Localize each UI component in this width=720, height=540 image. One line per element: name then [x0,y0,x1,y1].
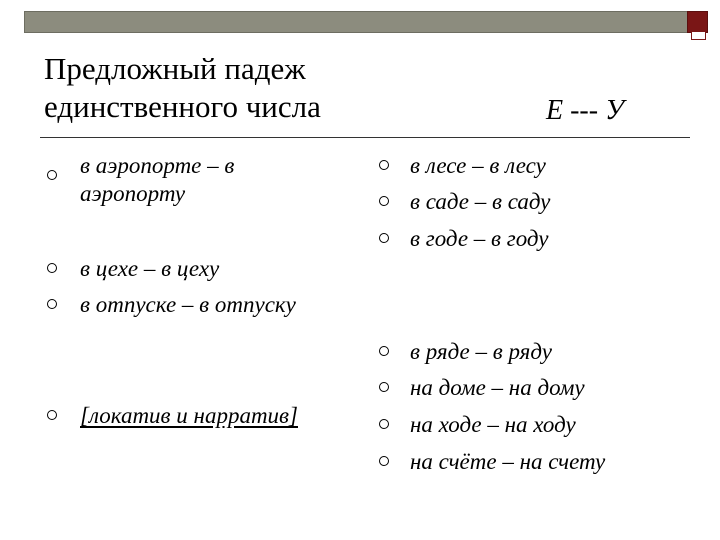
bullet-icon [379,160,389,170]
bullet-icon [379,196,389,206]
decorative-top-bar [24,11,688,33]
ending-alternation-marker: Е --- У [546,95,624,126]
list-item-text: в лесе – в лесу [410,153,546,178]
list-item-text: в отпуске – в отпуску [80,292,296,317]
decorative-corner-square [687,11,708,33]
list-item-text: в годе – в году [410,226,549,251]
list-item-text: в аэропорте – в аэропорту [80,153,235,206]
bullet-icon [47,170,57,180]
list-item-text: в ряде – в ряду [410,339,552,364]
bullet-icon [379,382,389,392]
title-divider [40,137,690,138]
bullet-icon [47,263,57,273]
bullet-icon [379,456,389,466]
list-item-text: в цехе – в цеху [80,256,220,281]
list-item-text: [локатив и нарратив] [80,403,298,428]
list-item-text: на счёте – на счету [410,449,606,474]
slide-title-line-1: Предложный падеж [44,51,306,86]
slide-title-line-2: единственного числа [44,89,321,124]
bullet-icon [379,346,389,356]
bullet-icon [47,299,57,309]
list-item-text: в саде – в саду [410,189,551,214]
bullet-icon [379,419,389,429]
list-item-text: на доме – на дому [410,375,585,400]
slide-title [44,50,464,126]
decorative-corner-notch [691,32,706,40]
bullet-icon [379,233,389,243]
bullet-icon [47,410,57,420]
list-item-text: на ходе – на ходу [410,412,576,437]
